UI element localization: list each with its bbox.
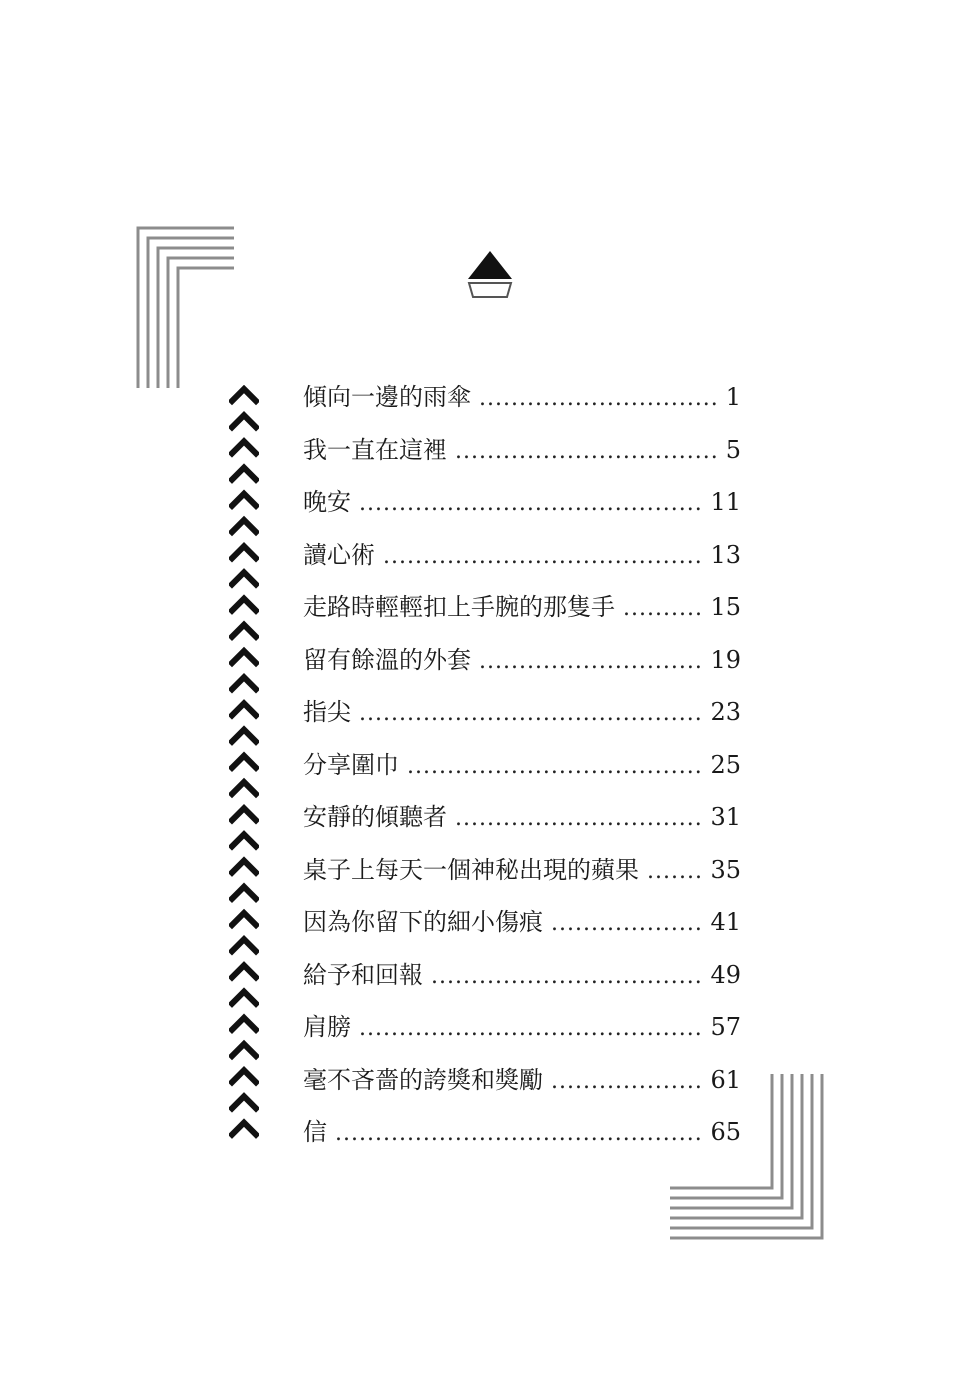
chevron-up-icon [232, 1044, 256, 1056]
chevron-up-icon [232, 1096, 256, 1108]
toc-entry-title: 我一直在這裡 [303, 435, 447, 464]
chevron-up-icon [232, 1123, 256, 1135]
chevron-up-icon [232, 572, 256, 584]
dot-leader [455, 426, 720, 479]
toc-entry-page-number: 23 [710, 698, 741, 726]
chevron-up-icon [232, 756, 256, 768]
dot-leader [551, 898, 704, 951]
toc-entry-page-number: 57 [710, 1013, 741, 1041]
chevron-up-icon [232, 415, 256, 427]
toc-entry-page-number: 65 [710, 1118, 741, 1146]
chevron-up-icon [232, 1070, 256, 1082]
chevron-up-icon [232, 730, 256, 742]
chevron-column [229, 385, 259, 1145]
toc-entry-page-number: 61 [710, 1065, 741, 1094]
chevron-up-icon [232, 782, 256, 794]
chevron-up-icon [232, 389, 256, 401]
toc-entry-page-number: 19 [710, 645, 741, 674]
toc-entry[interactable] [303, 424, 741, 477]
chevron-up-icon [232, 834, 256, 846]
dot-leader [431, 951, 704, 1004]
toc-entry-page-number: 41 [710, 908, 741, 936]
triangle-icon [466, 249, 514, 299]
chevron-up-icon [232, 965, 256, 977]
chevron-up-icon [232, 625, 256, 637]
toc-entry[interactable] [303, 371, 741, 424]
toc-entry[interactable] [303, 581, 741, 634]
toc-entry-page-number: 31 [710, 803, 741, 831]
toc-entry-page-number: 13 [710, 540, 741, 569]
toc-entry-page-number: 49 [710, 960, 741, 989]
toc-entry-title: 指尖 [303, 698, 351, 726]
dot-leader [455, 793, 704, 846]
toc-entry-title: 安靜的傾聽者 [303, 803, 447, 831]
toc-entry-title: 傾向一邊的雨傘 [303, 383, 471, 411]
chevron-up-icon [232, 494, 256, 506]
toc-entry[interactable] [303, 529, 741, 582]
toc-entry[interactable] [303, 1001, 741, 1054]
toc-entry-title: 桌子上每天一個神秘出現的蘋果 [303, 855, 639, 884]
dot-leader [335, 1108, 704, 1161]
dot-leader [359, 478, 704, 531]
chevron-up-icon [232, 651, 256, 663]
toc-entry-title: 晚安 [303, 488, 351, 516]
chevron-up-icon [232, 939, 256, 951]
chevron-up-icon [232, 992, 256, 1004]
chevron-up-icon [232, 1018, 256, 1030]
toc-entry[interactable] [303, 739, 741, 792]
toc-entry[interactable] [303, 634, 741, 687]
toc-entry-page-number: 25 [710, 750, 741, 779]
toc-entry[interactable] [303, 844, 741, 897]
toc-entry-title: 給予和回報 [303, 960, 423, 989]
chevron-up-icon [232, 599, 256, 611]
toc-entry-title: 讀心術 [303, 540, 375, 569]
toc-entry-page-number: 15 [710, 593, 741, 621]
chevron-up-icon [232, 677, 256, 689]
toc-entry-title: 肩膀 [303, 1013, 351, 1041]
chevron-up-icon [232, 861, 256, 873]
corner-ornament-top-left [136, 226, 234, 388]
dot-leader [359, 688, 704, 741]
toc-entry-title: 毫不吝嗇的誇獎和獎勵 [303, 1065, 543, 1094]
toc-entry[interactable] [303, 949, 741, 1002]
chevron-up-icon [232, 468, 256, 480]
toc-entry[interactable] [303, 686, 741, 739]
chevron-up-icon [232, 887, 256, 899]
chevron-up-icon [232, 520, 256, 532]
dot-leader [479, 636, 704, 689]
chevron-up-icon [232, 546, 256, 558]
chevron-up-icon [232, 441, 256, 453]
chevron-up-icon [232, 808, 256, 820]
dot-leader [647, 846, 704, 899]
toc-entry-title: 留有餘溫的外套 [303, 645, 471, 674]
chevron-up-icon [232, 703, 256, 715]
toc-entry-title: 因為你留下的細小傷痕 [303, 908, 543, 936]
toc-entry[interactable] [303, 476, 741, 529]
toc-entry[interactable] [303, 896, 741, 949]
toc-entry[interactable] [303, 791, 741, 844]
toc-entry-page-number: 35 [710, 855, 741, 884]
toc-entry-title: 走路時輕輕扣上手腕的那隻手 [303, 593, 615, 621]
toc-entry-page-number: 11 [710, 488, 741, 516]
dot-leader [623, 583, 704, 636]
dot-leader [479, 373, 720, 426]
chevron-up-icon [232, 913, 256, 925]
corner-ornament-bottom-right [670, 1074, 824, 1240]
dot-leader [407, 741, 704, 794]
toc-entry-title: 信 [303, 1118, 327, 1146]
toc-entry-title: 分享圍巾 [303, 750, 399, 779]
toc-entry-page-number: 1 [725, 383, 741, 411]
table-of-contents [303, 371, 741, 1159]
dot-leader [359, 1003, 704, 1056]
toc-entry-page-number: 5 [725, 435, 741, 464]
dot-leader [383, 531, 704, 584]
